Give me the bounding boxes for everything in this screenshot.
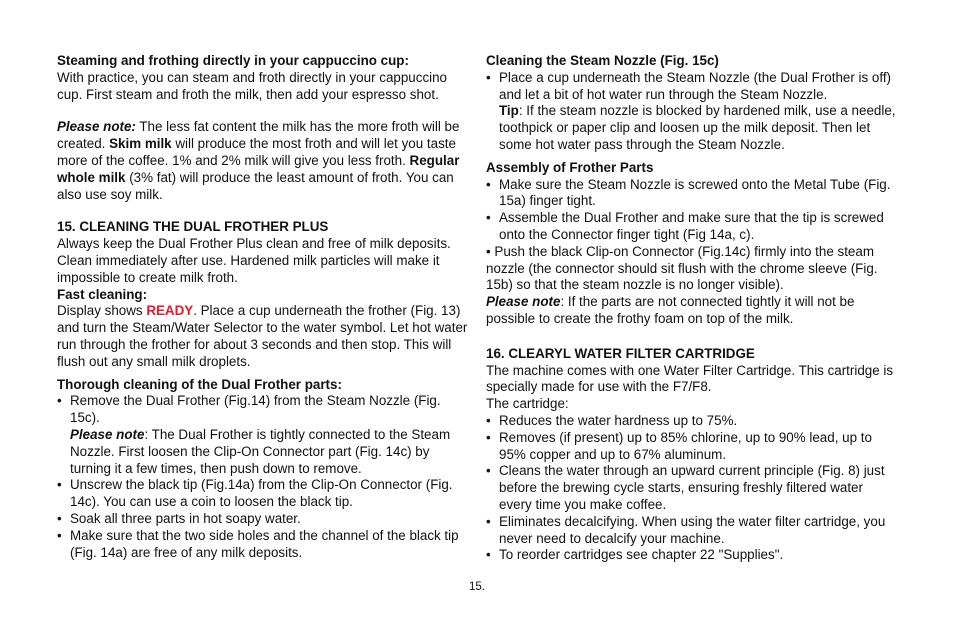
section-15-heading: 15. CLEANING THE DUAL FROTHER PLUS: [57, 219, 329, 235]
tip-label: Tip: [499, 103, 519, 119]
steam-nozzle-list: [486, 70, 898, 154]
steam-nozzle-heading: Cleaning the Steam Nozzle (Fig. 15c): [486, 53, 719, 68]
steaming-cup-heading: Steaming and frothing directly in your cappuccino cup:: [57, 53, 409, 68]
list-item: • To reorder cartridges see chapter 22 "Supplies".: [486, 547, 898, 564]
cartridge-list: [486, 413, 898, 564]
skim-milk-text: Skim milk: [109, 136, 172, 152]
whole-milk-text: Regular whole milk: [57, 152, 460, 185]
list-item: • Reduces the water hardness up to 75%.: [486, 413, 898, 430]
list-item: • Soak all three parts in hot soapy water.: [57, 511, 471, 528]
section-15-intro: Always keep the Dual Frother Plus clean and free of milk deposits. Clean immediately after use. Hardened milk particles will make it impossible to create milk froth.: [57, 236, 451, 285]
section-16-heading: 16. CLEARYL WATER FILTER CARTRIDGE: [486, 345, 755, 361]
steaming-cup-paragraph: With practice, you can steam and froth directly in your cappuccino cup. First steam and froth the milk, then add your espresso shot.: [57, 69, 448, 102]
list-item: • Push the black Clip-on Connector (Fig.14c) firmly into the steam nozzle (the connector should sit flush with the chrome sleeve (Fig. 15b) so that the steam nozzle is no longer visible).: [486, 243, 878, 293]
assembly-heading: Assembly of Frother Parts: [486, 159, 654, 175]
please-note-label: Please note:: [57, 119, 136, 135]
list-item: • Place a cup underneath the Steam Nozzle (the Dual Frother is off) and let a bit of hot water run through the Steam Nozzle. Tip: If the steam nozzle is blocked by hardened milk, use a needle, toothpick or paper clip and loosen up the milk deposit. Then let some hot water pass through the Steam Nozzle.: [486, 70, 898, 154]
left-column: [57, 53, 471, 561]
list-item: • Remove the Dual Frother (Fig.14) from the Steam Nozzle (Fig. 15c). Please note: The Dual Frother is tightly connected to the Steam Nozzle. First loosen the Clip-On Connector part (Fig. 14c) by turning it a few times, then push down to remove.: [57, 393, 471, 477]
fast-cleaning-heading: Fast cleaning:: [57, 286, 148, 302]
assembly-list: [486, 177, 898, 295]
list-item: • Make sure that the two side holes and the channel of the black tip (Fig. 14a) are free of any milk deposits.: [57, 528, 471, 562]
right-column: [486, 53, 898, 564]
please-note-label: Please note: [486, 294, 561, 310]
please-note-paragraph: Please note: The less fat content the milk has the more froth will be created. Skim milk will produce the most froth and will let you taste more of the coffee. 1% and 2% milk will give you less froth. Regular whole milk (3% fat) will produce the least amount of froth. You can also use soy milk.: [57, 119, 460, 202]
list-item: • Cleans the water through an upward current principle (Fig. 8) just before the brewing cycle starts, ensuring freshly filtered water every time you make coffee.: [486, 463, 898, 513]
please-note-label: Please note: [70, 426, 145, 442]
thorough-cleaning-heading: Thorough cleaning of the Dual Frother parts:: [57, 376, 342, 392]
list-item: • Unscrew the black tip (Fig.14a) from the Clip-On Connector (Fig. 14c). You can use a coin to loosen the black tip.: [57, 477, 471, 511]
cartridge-intro: The cartridge:: [486, 396, 569, 412]
list-item: • Assemble the Dual Frother and make sure that the tip is screwed onto the Connector finger tight (Fig 14a, c).: [486, 210, 898, 244]
section-16-intro: The machine comes with one Water Filter Cartridge. This cartridge is specially made for use with the F7/F8.: [486, 362, 894, 395]
fast-cleaning-paragraph: Display shows READY. Place a cup underneath the frother (Fig. 13) and turn the Steam/Water Selector to the water symbol. Let hot water run through the frother for about 3 seconds and then stop. This will flush out any small milk droplets.: [57, 303, 468, 369]
assembly-note-paragraph: Please note: If the parts are not connected tightly it will not be possible to create the frothy foam on top of the milk.: [486, 294, 855, 326]
ready-display-text: READY: [146, 303, 194, 319]
list-item: • Eliminates decalcifying. When using the water filter cartridge, you never need to decalcify your machine.: [486, 514, 898, 548]
list-item: • Removes (if present) up to 85% chlorine, up to 90% lead, up to 95% copper and up to 67% aluminum.: [486, 430, 898, 464]
list-item: • Make sure the Steam Nozzle is screwed onto the Metal Tube (Fig. 15a) finger tight.: [486, 177, 898, 211]
page-number: 15.: [469, 581, 485, 593]
thorough-cleaning-list: [57, 393, 471, 561]
